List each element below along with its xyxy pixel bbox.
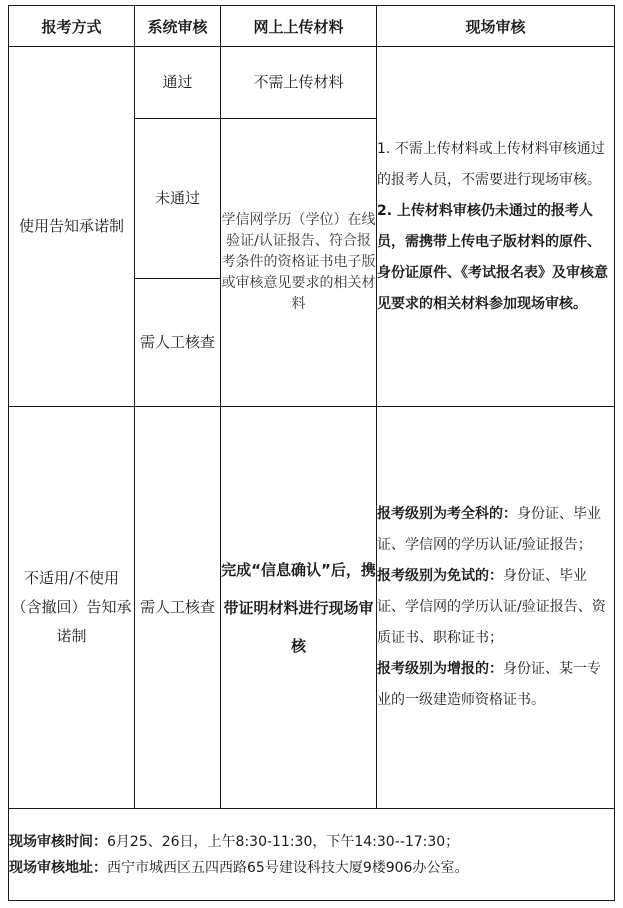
footer-info [9, 809, 615, 901]
header-system-review: 系统审核 [135, 6, 221, 47]
level-exempt-label: 报考级别为免试的： [377, 568, 503, 584]
level-all-subjects-text: 身份证、毕业证、学信网的学历认证/验证报告； [377, 506, 601, 553]
onsite-note-2-bold: 2. 上传材料审核仍未通过的报考人员，需携带上传电子版材料的原件、身份证原件、《考试报名表》及审核意见要求的相关材料参加现场审核。 [377, 202, 608, 312]
upload-not-needed: 不需上传材料 [221, 47, 377, 119]
level-additional [377, 654, 614, 716]
header-onsite-review: 现场审核 [377, 6, 615, 47]
upload-required-materials: 学信网学历（学位）在线验证/认证报告、符合报考条件的资格证书电子版或审核意见要求的相关材料 [221, 119, 377, 407]
onsite-review-levels [377, 407, 615, 809]
level-all-subjects-label: 报考级别为考全科的： [377, 506, 517, 522]
system-manual-check-2: 需人工核查 [135, 407, 221, 809]
system-manual-check: 需人工核查 [135, 279, 221, 407]
onsite-address-value: 西宁市城西区五四西路65号建设科技大厦9楼906办公室。 [107, 859, 469, 876]
header-online-upload: 网上上传材料 [221, 6, 377, 47]
footer-row [9, 809, 615, 901]
onsite-time [9, 829, 614, 855]
onsite-note-1: 1. 不需上传材料或上传材料审核通过的报考人员，不需要进行现场审核。 [377, 140, 605, 188]
level-additional-text: 身份证、某一专业的一级建造师资格证书。 [377, 661, 601, 708]
onsite-address [9, 855, 614, 881]
system-pass: 通过 [135, 47, 221, 119]
table-row [9, 47, 615, 119]
upload-info-confirm: 完成“信息确认”后，携带证明材料进行现场审核 [221, 407, 377, 809]
onsite-note-2 [377, 196, 614, 320]
onsite-time-value: 6月25、26日，上午8:30-11:30，下午14:30--17:30； [107, 833, 460, 850]
level-exempt-text: 身份证、毕业证、学信网的学历认证/验证报告、资质证书、职称证书； [377, 568, 606, 646]
header-row [9, 6, 615, 47]
system-fail: 未通过 [135, 119, 221, 279]
onsite-address-label: 现场审核地址： [9, 859, 107, 876]
header-method: 报考方式 [9, 6, 135, 47]
onsite-review-commitment [377, 47, 615, 407]
method-no-commitment: 不适用/不使用（含撤回）告知承诺制 [9, 407, 135, 809]
level-additional-label: 报考级别为增报的： [377, 661, 503, 677]
level-all-subjects [377, 499, 614, 561]
method-commitment: 使用告知承诺制 [9, 47, 135, 407]
onsite-time-label: 现场审核时间： [9, 833, 107, 850]
review-table [8, 5, 615, 901]
table-row [9, 407, 615, 809]
level-exempt [377, 561, 614, 654]
